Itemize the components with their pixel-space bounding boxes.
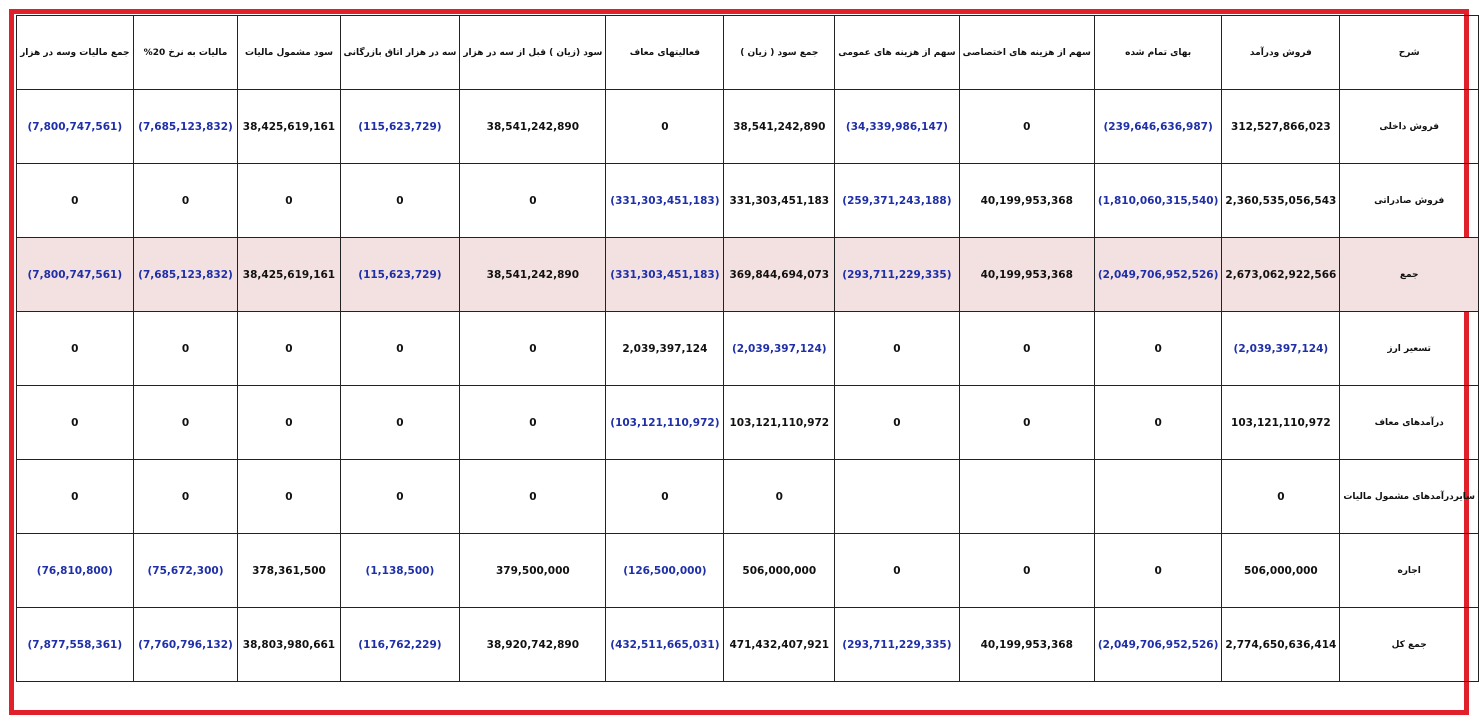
table-cell: 0 [340,312,460,386]
table-cell: 0 [606,460,724,534]
table-cell: 38,803,980,661 [238,608,340,682]
table-cell: 0 [460,460,606,534]
table-cell: (259,371,243,188) [835,164,960,238]
table-cell: 2,360,535,056,543 [1222,164,1340,238]
table-cell [959,460,1094,534]
table-cell: (126,500,000) [606,534,724,608]
table-cell: 38,425,619,161 [238,90,340,164]
row-label: سایردرآمدهای مشمول مالیات [1340,460,1479,534]
row-label: درآمدهای معاف [1340,386,1479,460]
column-header: سود مشمول مالیات [238,16,340,90]
table-cell: 0 [340,460,460,534]
table-cell: 0 [959,386,1094,460]
table-cell: 0 [959,312,1094,386]
table-cell: 0 [835,534,960,608]
table-cell: (1,138,500) [340,534,460,608]
table-cell: (115,623,729) [340,90,460,164]
table-row [17,386,1479,460]
table-cell: 38,425,619,161 [238,238,340,312]
row-label: تسعیر ارز [1340,312,1479,386]
table-row [17,608,1479,682]
row-label: اجاره [1340,534,1479,608]
table-cell: 40,199,953,368 [959,164,1094,238]
table-row [17,90,1479,164]
table-cell: 0 [460,386,606,460]
table-cell: 378,361,500 [238,534,340,608]
table-cell: (293,711,229,335) [835,608,960,682]
table-cell: 2,673,062,922,566 [1222,238,1340,312]
table-row [17,164,1479,238]
table-cell: (7,685,123,832) [133,90,238,164]
table-cell: 0 [959,534,1094,608]
table-cell: 0 [17,386,134,460]
table-cell: (76,810,800) [17,534,134,608]
table-cell: 379,500,000 [460,534,606,608]
column-header: بهای تمام شده [1094,16,1222,90]
table-cell: 0 [606,90,724,164]
column-header: شرح [1340,16,1479,90]
table-cell: (331,303,451,183) [606,164,724,238]
tax-calculation-table [16,15,1479,682]
table-cell: 40,199,953,368 [959,238,1094,312]
table-cell: 0 [340,386,460,460]
table-cell: 312,527,866,023 [1222,90,1340,164]
table-cell: 0 [133,386,238,460]
table-cell: (2,049,706,952,526) [1094,238,1222,312]
table-cell: (7,800,747,561) [17,238,134,312]
table-cell: (7,877,558,361) [17,608,134,682]
table-cell: 0 [133,164,238,238]
table-cell: (103,121,110,972) [606,386,724,460]
table-cell: 0 [133,312,238,386]
table-cell: 369,844,694,073 [724,238,835,312]
column-header: سه در هزار اتاق بازرگانی [340,16,460,90]
table-cell: 0 [17,460,134,534]
column-header: فروش ودرآمد [1222,16,1340,90]
table-cell: (7,685,123,832) [133,238,238,312]
table-cell: 0 [835,312,960,386]
table-cell: (293,711,229,335) [835,238,960,312]
table-cell: 506,000,000 [1222,534,1340,608]
table-cell: 0 [238,460,340,534]
table-cell: 0 [238,312,340,386]
table-cell: 103,121,110,972 [724,386,835,460]
table-cell: 103,121,110,972 [1222,386,1340,460]
table-cell: 38,541,242,890 [460,90,606,164]
row-label: فروش داخلی [1340,90,1479,164]
row-label: جمع کل [1340,608,1479,682]
column-header: فعالیتهای معاف [606,16,724,90]
table-cell: 0 [460,312,606,386]
table-cell: (2,039,397,124) [1222,312,1340,386]
table-cell: (116,762,229) [340,608,460,682]
table-cell: 506,000,000 [724,534,835,608]
table-cell: 0 [238,164,340,238]
table-cell: 0 [1094,386,1222,460]
table-cell: 0 [835,386,960,460]
table-row [17,238,1479,312]
table-cell: (7,800,747,561) [17,90,134,164]
table-cell: (331,303,451,183) [606,238,724,312]
column-header: سهم از هزینه های اختصاصی [959,16,1094,90]
table-cell: 0 [238,386,340,460]
table-cell: 0 [133,460,238,534]
column-header: مالیات به نرخ 20% [133,16,238,90]
table-cell: (34,339,986,147) [835,90,960,164]
table-row [17,534,1479,608]
table-cell: 2,039,397,124 [606,312,724,386]
column-header: سود (زیان ) قبل از سه در هزار [460,16,606,90]
table-cell: 0 [17,164,134,238]
table-row [17,460,1479,534]
table-cell: 0 [959,90,1094,164]
table-cell: 2,774,650,636,414 [1222,608,1340,682]
table-cell: 0 [1094,534,1222,608]
table-cell: 0 [17,312,134,386]
table-cell: (2,049,706,952,526) [1094,608,1222,682]
table-cell [835,460,960,534]
row-label: فروش صادراتی [1340,164,1479,238]
table-cell: 38,541,242,890 [724,90,835,164]
table-cell: 331,303,451,183 [724,164,835,238]
table-cell: 0 [1094,312,1222,386]
row-label: جمع [1340,238,1479,312]
table-cell: 0 [1222,460,1340,534]
table-row [17,312,1479,386]
table-cell: (1,810,060,315,540) [1094,164,1222,238]
table-cell: (75,672,300) [133,534,238,608]
table-cell: (2,039,397,124) [724,312,835,386]
table-cell: 471,432,407,921 [724,608,835,682]
table-cell: (239,646,636,987) [1094,90,1222,164]
column-header: جمع مالیات وسه در هزار [17,16,134,90]
table-cell: (115,623,729) [340,238,460,312]
table-header-row [17,16,1479,90]
column-header: جمع سود ( زیان ) [724,16,835,90]
table-cell: 0 [460,164,606,238]
table-cell: 38,541,242,890 [460,238,606,312]
column-header: سهم از هزینه های عمومی [835,16,960,90]
table-cell: 0 [724,460,835,534]
table-cell: 38,920,742,890 [460,608,606,682]
table-cell: 0 [340,164,460,238]
table-cell [1094,460,1222,534]
table-cell: (7,760,796,132) [133,608,238,682]
table-cell: (432,511,665,031) [606,608,724,682]
table-cell: 40,199,953,368 [959,608,1094,682]
